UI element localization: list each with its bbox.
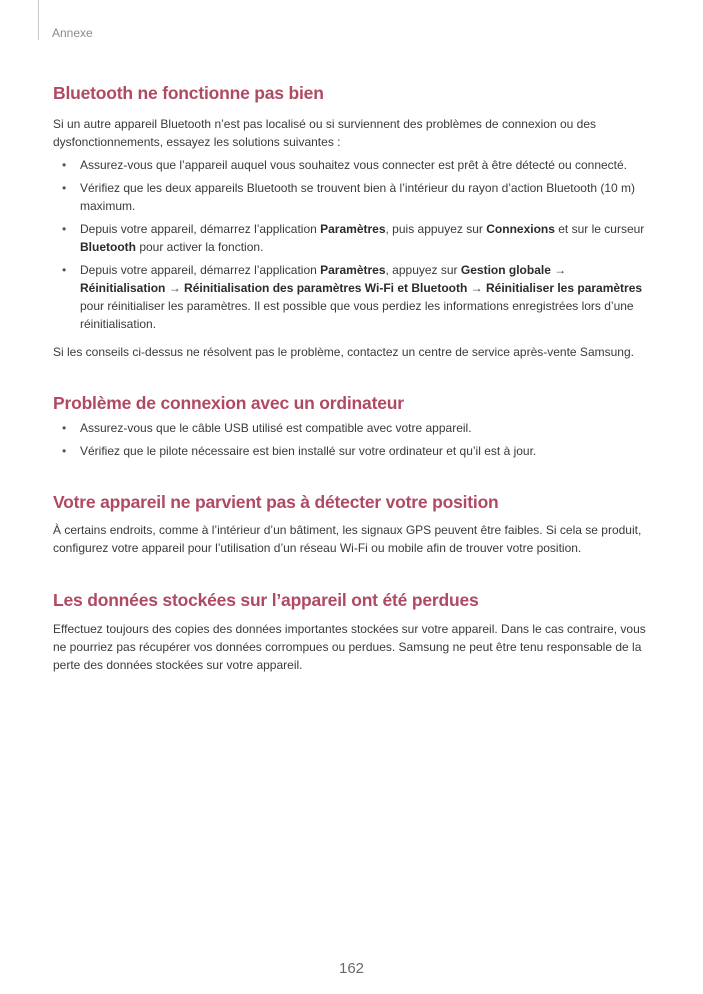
page-number: 162 xyxy=(338,960,365,977)
list-item: • Vérifiez que le pilote nécessaire est bien installé sur votre ordinateur et qu’il est à jour. xyxy=(53,442,653,460)
section-title: Les données stockées sur l’appareil ont été perdues xyxy=(53,590,479,610)
ui-term: Paramètres xyxy=(320,263,386,277)
list-item: • Assurez-vous que l’appareil auquel vous souhaitez vous connecter est prêt à être détecté ou connecté. xyxy=(53,156,653,174)
ui-term: Gestion globale xyxy=(460,263,551,277)
section-computer-connection xyxy=(53,392,653,460)
list-item: • Vérifiez que les deux appareils Bluetooth se trouvent bien à l’intérieur du rayon d’action Bluetooth (10 m) maximum. xyxy=(53,179,653,215)
list-item: • Assurez-vous que le câble USB utilisé est compatible avec votre appareil. xyxy=(53,419,653,437)
section-title: Bluetooth ne fonctionne pas bien xyxy=(53,83,324,103)
section-intro: Si un autre appareil Bluetooth n’est pas localisé ou si surviennent des problèmes de connexion ou des dysfonctionnements, essayez les solutions suivantes : xyxy=(53,117,597,149)
running-header: Annexe xyxy=(52,26,93,40)
ui-term: Réinitialisation des paramètres Wi-Fi et Bluetooth xyxy=(184,281,468,295)
section-body: Effectuez toujours des copies des données importantes stockées sur votre appareil. Dans le cas contraire, vous ne pourriez pas récupérer vos données corrompues ou perdues. Samsung ne peut être tenu responsable de la perte des données stockées sur votre appareil. xyxy=(53,622,646,672)
section-location xyxy=(53,491,653,557)
page-content xyxy=(53,82,653,674)
ui-term: Paramètres xyxy=(320,222,386,236)
header-divider xyxy=(38,0,39,40)
ui-term: Réinitialisation xyxy=(80,281,166,295)
list-item: • Depuis votre appareil, démarrez l’application Paramètres, puis appuyez sur Connexions et sur le curseur Bluetooth pour activer la fonction. xyxy=(53,220,653,256)
section-data-loss xyxy=(53,589,653,674)
section-bluetooth xyxy=(53,82,653,361)
ui-term: Réinitialiser les paramètres xyxy=(485,281,643,295)
bullet-list xyxy=(53,419,653,460)
section-body: À certains endroits, comme à l’intérieur d’un bâtiment, les signaux GPS peuvent être faibles. Si cela se produit, configurez votre appareil pour l’utilisation d’un réseau Wi-Fi ou mobile afin de trouver votre position. xyxy=(53,523,642,555)
section-title: Problème de connexion avec un ordinateur xyxy=(53,393,404,413)
bullet-list xyxy=(53,156,653,333)
section-title: Votre appareil ne parvient pas à détecter votre position xyxy=(53,492,499,512)
section-outro: Si les conseils ci-dessus ne résolvent pas le problème, contactez un centre de service après-vente Samsung. xyxy=(53,345,634,359)
ui-term: Connexions xyxy=(486,222,555,236)
ui-term: Bluetooth xyxy=(80,240,136,254)
list-item: • Depuis votre appareil, démarrez l’application Paramètres, appuyez sur Gestion globale → Réinitialisation → Réinitialisation des paramètres Wi-Fi et Bluetooth → Réinitialiser les paramètres pour réinitialiser les paramètres. Il est possible que vous perdiez les informations enregistrées lors d’une réinitialisation. xyxy=(53,261,653,333)
